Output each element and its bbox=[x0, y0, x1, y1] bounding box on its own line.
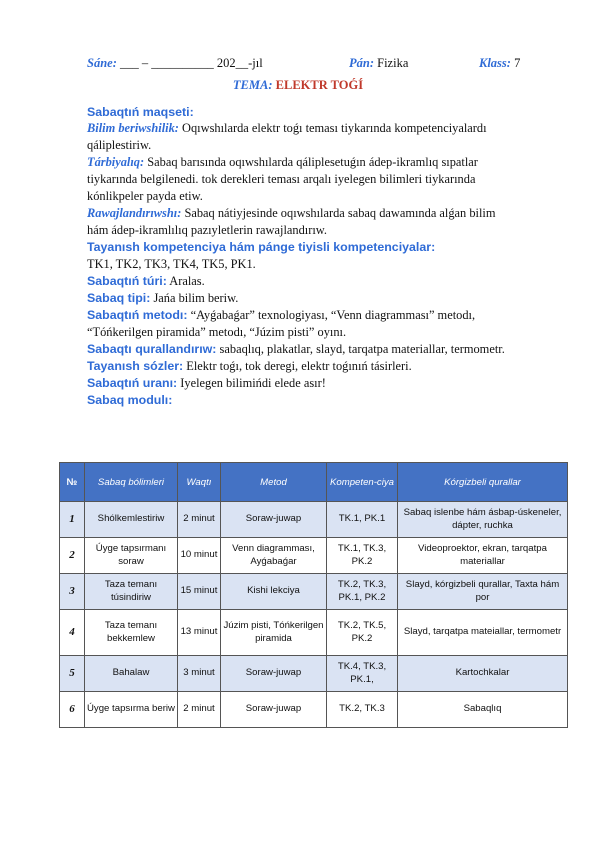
method-label: Sabaqtıń metodı: bbox=[87, 308, 188, 322]
cell-method: Júzim pisti, Tóńkerilgen piramida bbox=[221, 610, 327, 656]
cell-competence: TK.4, TK.3, PK.1, bbox=[327, 656, 398, 692]
competence-list: TK1, TK2, TK3, TK4, TK5, PK1. bbox=[87, 257, 256, 271]
dev-goal-label: Rawajlandırıwshı: bbox=[87, 206, 182, 220]
table-row bbox=[60, 656, 568, 692]
table-row bbox=[60, 692, 568, 728]
cell-section: Bahalaw bbox=[85, 656, 178, 692]
table-row bbox=[60, 574, 568, 610]
keywords-label: Tayanısh sózler: bbox=[87, 359, 184, 373]
cell-section: Shólkemlestiriw bbox=[85, 502, 178, 538]
cell-method: Soraw-juwap bbox=[221, 502, 327, 538]
cell-number: 3 bbox=[60, 574, 85, 610]
cell-materials: Sabaqlıq bbox=[398, 692, 568, 728]
cell-number: 5 bbox=[60, 656, 85, 692]
motto-value: Iyelegen bilimińdi elede asır! bbox=[180, 376, 326, 390]
col-header-section: Sabaq bólimleri bbox=[85, 463, 178, 502]
table-row bbox=[60, 610, 568, 656]
cell-time: 10 minut bbox=[178, 538, 221, 574]
upbringing-goal-text-cont: tiykarında belgilenedi. tok derekleri teması arqalı iyelegen bilimleri tiykarında bbox=[87, 172, 476, 186]
edu-goal-text: Oqıwshılarda elektr toǵı teması tiykarında kompetenciyalardı bbox=[182, 121, 487, 135]
upbringing-goal-text: Sabaq barısında oqıwshılarda qáliplesetuǵın ádep-ikramlıq sıpatlar bbox=[147, 155, 478, 169]
cell-method: Soraw-juwap bbox=[221, 692, 327, 728]
topic-title bbox=[0, 78, 596, 93]
date-field bbox=[87, 56, 263, 71]
cell-section: Úyge tapsırma beriw bbox=[85, 692, 178, 728]
cell-number: 1 bbox=[60, 502, 85, 538]
cell-materials: Slayd, kórgizbeli qurallar, Taxta hám por bbox=[398, 574, 568, 610]
cell-number: 6 bbox=[60, 692, 85, 728]
lesson-kind-value: Aralas. bbox=[169, 274, 205, 288]
cell-competence: TK.1, PK.1 bbox=[327, 502, 398, 538]
col-header-time: Waqtı bbox=[178, 463, 221, 502]
equipment-value: sabaqlıq, plakatlar, slayd, tarqatpa materiallar, termometr. bbox=[219, 342, 505, 356]
cell-number: 2 bbox=[60, 538, 85, 574]
lesson-module-table bbox=[59, 462, 568, 728]
date-value: ___ – __________ 202__-jıl bbox=[120, 56, 263, 70]
cell-section: Úyge tapsırmanı soraw bbox=[85, 538, 178, 574]
goals-heading: Sabaqtıń maqseti: bbox=[87, 105, 194, 119]
subject-field bbox=[349, 56, 408, 71]
col-header-materials: Kórgizbeli qurallar bbox=[398, 463, 568, 502]
lesson-type-label: Sabaq tipi: bbox=[87, 291, 151, 305]
module-heading: Sabaq modulı: bbox=[87, 393, 173, 407]
cell-competence: TK.2, TK.3 bbox=[327, 692, 398, 728]
class-value: 7 bbox=[514, 56, 521, 70]
cell-time: 3 minut bbox=[178, 656, 221, 692]
method-text: “Ayǵabaǵar” texnologiyası, “Venn diagramması” metodı, bbox=[190, 308, 476, 322]
table-row bbox=[60, 538, 568, 574]
topic-label: TEMA: bbox=[232, 78, 273, 92]
competence-heading: Tayanısh kompetenciya hám pánge tiyisli kompetenciyalar: bbox=[87, 240, 436, 254]
motto-label: Sabaqtıń uranı: bbox=[87, 376, 178, 390]
upbringing-goal-text-end: kónlikpeler payda etiw. bbox=[87, 189, 203, 203]
method-text-cont: “Tóńkerilgen piramida” metodı, “Júzim pisti” oyını. bbox=[87, 325, 347, 339]
col-header-method: Metod bbox=[221, 463, 327, 502]
cell-competence: TK.2, TK.5, PK.2 bbox=[327, 610, 398, 656]
cell-competence: TK.2, TK.3, PK.1, PK.2 bbox=[327, 574, 398, 610]
cell-method: Kishi lekciya bbox=[221, 574, 327, 610]
lesson-header bbox=[87, 56, 538, 74]
cell-number: 4 bbox=[60, 610, 85, 656]
topic-name: ELEKTR TOǴÍ bbox=[275, 78, 364, 92]
cell-materials: Kartochkalar bbox=[398, 656, 568, 692]
cell-materials: Sabaq islenbe hám ásbap-úskeneler, dápter, ruchka bbox=[398, 502, 568, 538]
col-header-competence: Kompeten-ciya bbox=[327, 463, 398, 502]
cell-section: Taza temanı bekkemlew bbox=[85, 610, 178, 656]
keywords-value: Elektr toǵı, tok deregi, elektr toǵınıń tásirleri. bbox=[186, 359, 412, 373]
table-row bbox=[60, 502, 568, 538]
date-label: Sáne: bbox=[87, 56, 117, 70]
subject-value: Fizika bbox=[377, 56, 409, 70]
cell-method: Soraw-juwap bbox=[221, 656, 327, 692]
class-label: Klass: bbox=[479, 56, 511, 70]
subject-label: Pán: bbox=[349, 56, 374, 70]
col-header-number: № bbox=[60, 463, 85, 502]
cell-time: 2 minut bbox=[178, 692, 221, 728]
cell-time: 15 minut bbox=[178, 574, 221, 610]
cell-method: Venn diagramması, Ayǵabaǵar bbox=[221, 538, 327, 574]
edu-goal-label: Bilim beriwshilik: bbox=[87, 121, 179, 135]
cell-section: Taza temanı túsindiriw bbox=[85, 574, 178, 610]
dev-goal-text-cont: hám ádep-ikramlılıq pazıyletlerin rawajlandırıw. bbox=[87, 223, 328, 237]
cell-competence: TK.1, TK.3, PK.2 bbox=[327, 538, 398, 574]
lesson-type-value: Jańa bilim beriw. bbox=[153, 291, 239, 305]
edu-goal-text-cont: qáliplestiriw. bbox=[87, 138, 152, 152]
table-header-row bbox=[60, 463, 568, 502]
upbringing-goal-label: Tárbiyalıq: bbox=[87, 155, 145, 169]
cell-materials: Videoproektor, ekran, tarqatpa materiallar bbox=[398, 538, 568, 574]
class-field bbox=[479, 56, 520, 71]
lesson-kind-label: Sabaqtıń túri: bbox=[87, 274, 167, 288]
dev-goal-text: Sabaq nátiyjesinde oqıwshılarda sabaq dawamında alǵan bilim bbox=[184, 206, 496, 220]
cell-time: 2 minut bbox=[178, 502, 221, 538]
cell-materials: Slayd, tarqatpa mateiallar, termometr bbox=[398, 610, 568, 656]
cell-time: 13 minut bbox=[178, 610, 221, 656]
equipment-label: Sabaqtı qurallandırıw: bbox=[87, 342, 217, 356]
